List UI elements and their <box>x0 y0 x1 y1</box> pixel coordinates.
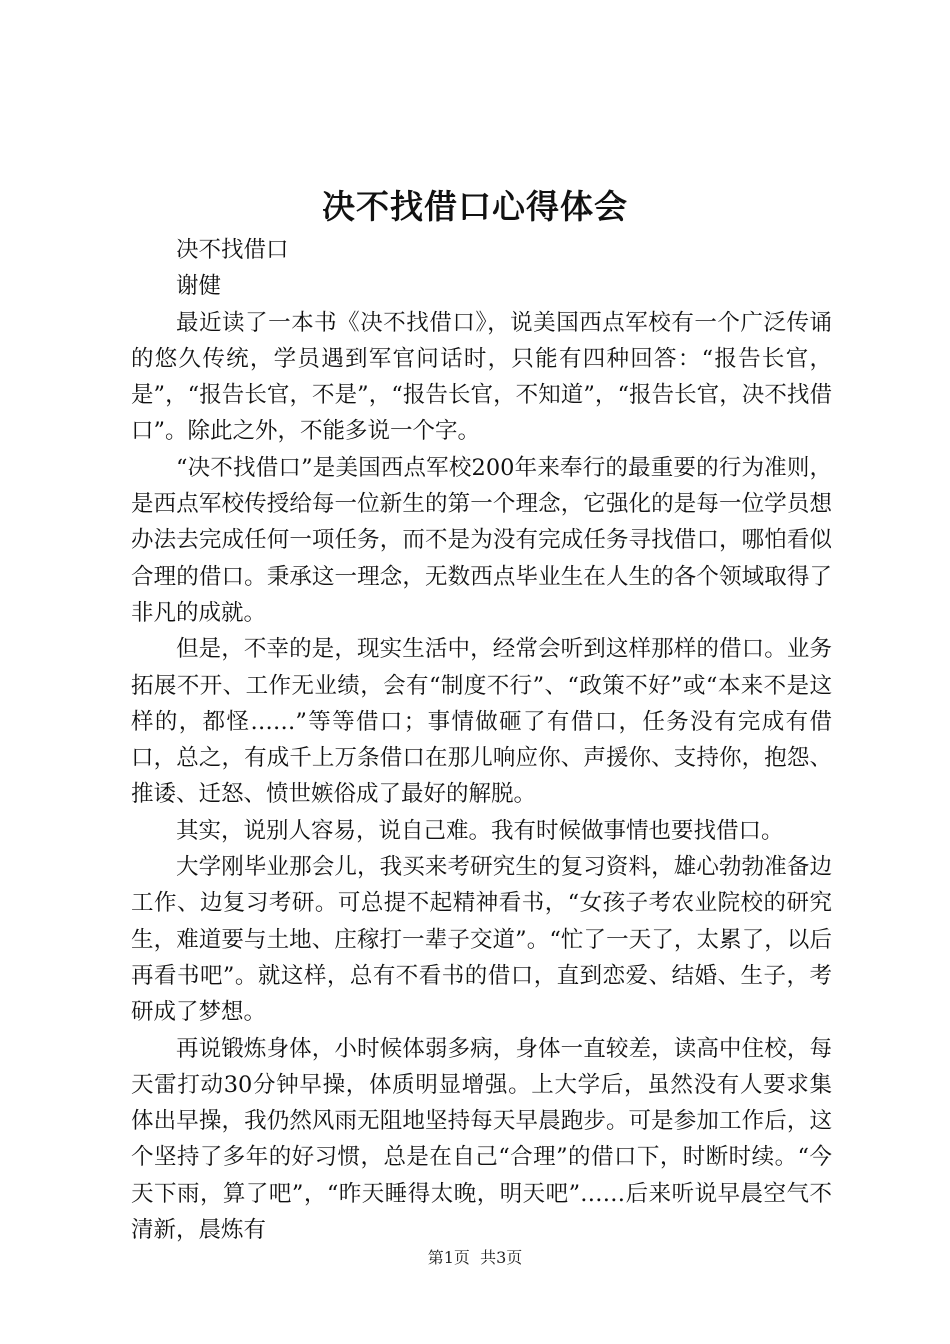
document-title: 决不找借口心得体会 <box>322 187 628 226</box>
page-total: 共3页 <box>480 1248 523 1267</box>
author-name: 谢健 <box>176 273 222 300</box>
page-number: 第1页 <box>427 1248 470 1267</box>
body-paragraph: 大学刚毕业那会儿，我买来考研究生的复习资料，雄心勃勃准备边工作、边复习考研。可总提不起精神看书，“女孩子考农业院校的研究生，难道要与土地、庄稼打一辈子交道”。“忙了一天了，太累了，以后再看书吧”。就这样，总有不看书的借口，直到恋爱、结婚、生子，考研成了梦想。 <box>131 854 832 1026</box>
body-paragraph: “决不找借口”是美国西点军校200年来奉行的最重要的行为准则，是西点军校传授给每一位新生的第一个理念，它强化的是每一位学员想办法去完成任何一项任务，而不是为没有完成任务寻找借口，哪怕看似合理的借口。秉承这一理念，无数西点毕业生在人生的各个领域取得了非凡的成就。 <box>131 454 832 626</box>
body-paragraph: 其实，说别人容易，说自己难。我有时候做事情也要找借口。 <box>176 817 784 844</box>
page-footer <box>0 1246 950 1270</box>
body-paragraph: 再说锻炼身体，小时候体弱多病，身体一直较差，读高中住校，每天雷打动30分钟早操，体质明显增强。上大学后，虽然没有人要求集体出早操，我仍然风雨无阻地坚持每天早晨跑步。可是参加工作后，这个坚持了多年的好习惯，总是在自己“合理”的借口下，时断时续。“今天下雨，算了吧”，“昨天睡得太晚，明天吧”……后来听说早晨空气不清新，晨炼有 <box>131 1035 832 1244</box>
article-subtitle: 决不找借口 <box>176 237 289 263</box>
document-body <box>131 232 832 1248</box>
body-paragraph: 最近读了一本书《决不找借口》，说美国西点军校有一个广泛传诵的悠久传统，学员遇到军官问话时，只能有四种回答：“报告长官，是”，“报告长官，不是”，“报告长官，不知道”，“报告长官，决不找借口”。除此之外，不能多说一个字。 <box>131 309 832 445</box>
body-paragraph: 但是，不幸的是，现实生活中，经常会听到这样那样的借口。业务拓展不开、工作无业绩，会有“制度不行”、“政策不好”或“本来不是这样的，都怪……”等等借口；事情做砸了有借口，任务没有完成有借口，总之，有成千上万条借口在那儿响应你、声援你、支持你，抱怨、推诿、迁怒、愤世嫉俗成了最好的解脱。 <box>131 636 832 808</box>
footer-spacer <box>470 1248 480 1267</box>
